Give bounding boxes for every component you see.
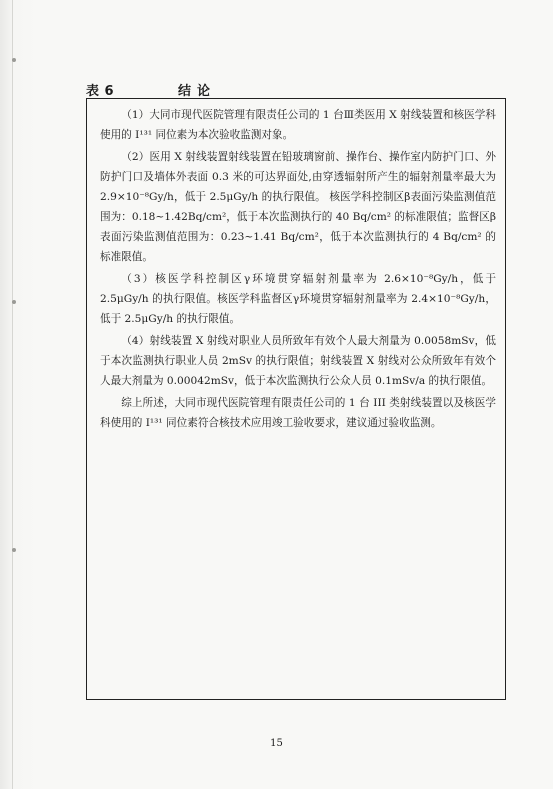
binding-hole [12, 58, 16, 62]
conclusion-content [100, 105, 496, 435]
paragraph-4: （4）射线装置 X 射线对职业人员所致年有效个人最大剂量为 0.0058mSv，低于本次监测执行职业人员 2mSv 的执行限值；射线装置 X 射线对公众所致年有效个人最大剂量为 0.00042mSv，低于本次监测执行公众人员 0.1mSv/a 的执行限值。 [100, 335, 496, 387]
binding-edge [12, 0, 13, 789]
summary-paragraph: 综上所述，大同市现代医院管理有限责任公司的 1 台 III 类射线装置以及核医学科使用的 I¹³¹ 同位素符合核技术应用竣工验收要求，建议通过验收监测。 [100, 397, 496, 429]
paragraph-1: （1）大同市现代医院管理有限责任公司的 1 台Ⅲ类医用 X 射线装置和核医学科使用的 I¹³¹ 同位素为本次验收监测对象。 [100, 109, 496, 141]
binding-hole [12, 548, 16, 552]
binding-hole [12, 300, 16, 304]
table-label: 表 6 [86, 84, 115, 99]
paragraph-3: （3）核医学科控制区γ环境贯穿辐射剂量率为 2.6×10⁻⁸Gy/h，低于 2.5μGy/h 的执行限值。核医学科监督区γ环境贯穿辐射剂量率为 2.4×10⁻⁸Gy/h，低于 2.5μGy/h 的执行限值。 [100, 273, 496, 325]
page-number: 15 [270, 738, 283, 749]
section-title: 结论 [178, 84, 217, 99]
table-header [86, 80, 506, 100]
paragraph-2: （2）医用 X 射线装置射线装置在铅玻璃窗前、操作台、操作室内防护门口、外防护门口及墙体外表面 0.3 米的可达界面处,由穿透辐射所产生的辐射剂量率最大为 2.9×10⁻⁸Gy/h，低于 2.5μGy/h 的执行限值。 核医学科控制区β表面污染监测值范围为：0.18~1.42Bq/cm²，低于本次监测执行的 40 Bq/cm² 的标准限值；监督区β表面污染监测值范围为：0.23~1.41 Bq/cm²，低于本次监测执行的 4 Bq/cm² 的标准限值。 [100, 151, 496, 263]
